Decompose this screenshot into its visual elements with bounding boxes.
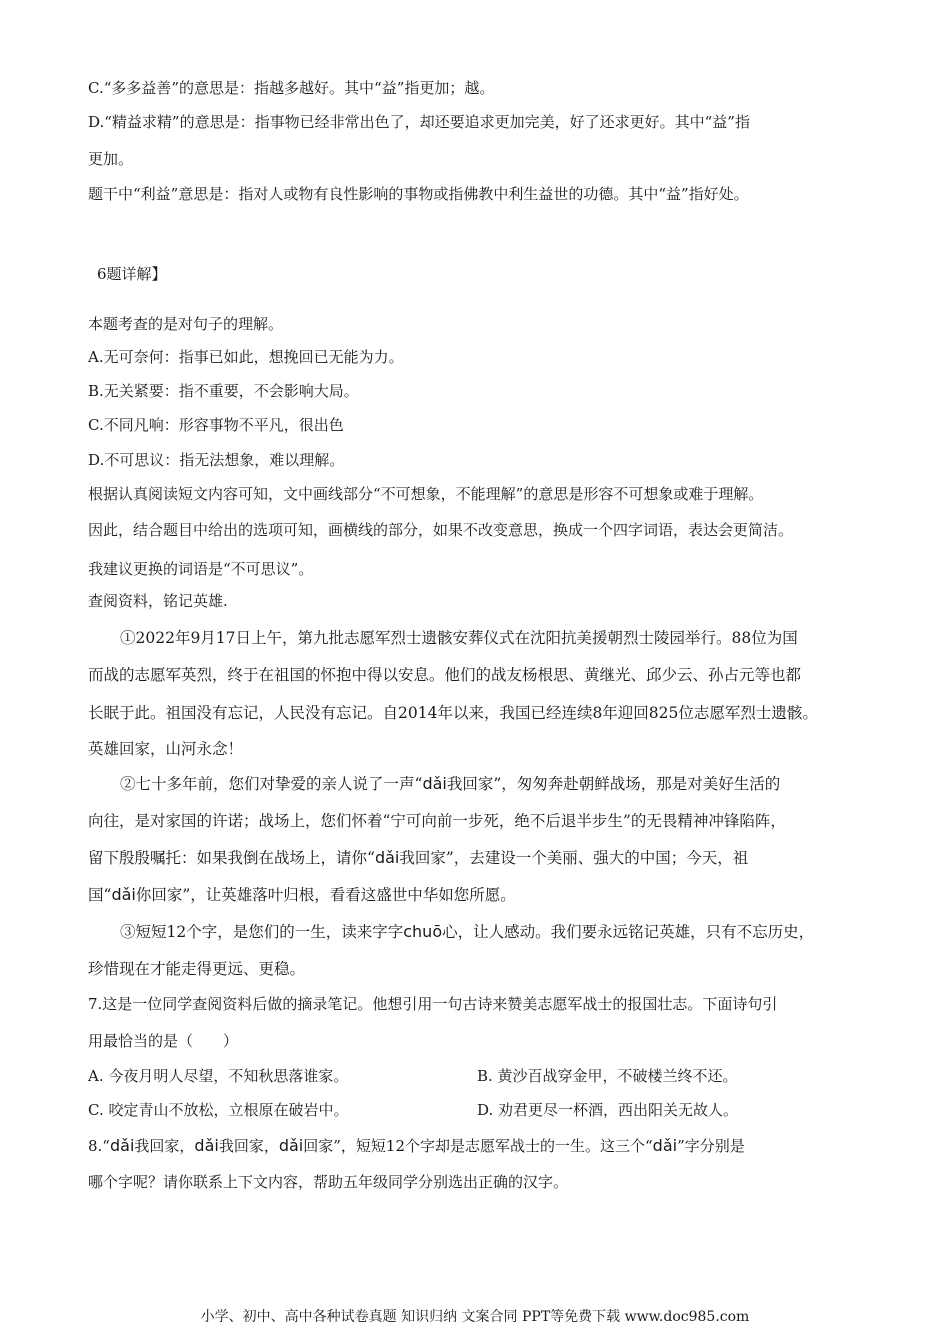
pinyin-dai: dǎi xyxy=(194,1136,219,1155)
q7-option-d: D. 劝君更尽一杯酒，西出阳关无故人。 xyxy=(477,1101,739,1119)
q7-stem-line1: 7.这是一位同学查阅资料后做的摘录笔记。他想引用一句古诗来赞美志愿军战士的报国壮志。下面诗句引 xyxy=(88,995,778,1013)
p2-line4-post: 你回家”，让英雄落叶归根，看看这盛世中华如您所愿。 xyxy=(135,886,516,904)
q8-text-d: 回家”，短短12个字却是志愿军战士的一生。这三个“ xyxy=(303,1137,653,1155)
section6-option-c: C.不同凡响：形容事物不平凡，很出色 xyxy=(88,416,344,434)
pinyin-dai: dǎi xyxy=(278,1136,304,1155)
option-d-explanation-line2: 更加。 xyxy=(88,150,134,168)
p2-line3-pre: 留下殷殷嘱托：如果我倒在战场上，请你“ xyxy=(88,849,375,867)
reading-p3-line2: 珍惜现在才能走得更远、更稳。 xyxy=(88,960,306,978)
option-d-explanation-line1: D.“精益求精”的意思是：指事物已经非常出色了，却还要追求更加完美，好了还求更好。其中“益”指 xyxy=(88,113,750,131)
q7-stem-line2: 用最恰当的是（ ） xyxy=(88,1032,239,1050)
q8-stem-line2: 哪个字呢？请你联系上下文内容，帮助五年级同学分别选出正确的汉字。 xyxy=(88,1173,569,1191)
pinyin-dai: dǎi xyxy=(374,848,400,867)
section6-heading: 6题详解】 xyxy=(97,265,167,283)
reading-p1-line2: 而战的志愿军英烈，终于在祖国的怀抱中得以安息。他们的战友杨根思、黄继光、邱少云、孙占元等也都 xyxy=(88,666,802,684)
section6-analysis-line2: 因此，结合题目中给出的选项可知，画横线的部分，如果不改变意思，换成一个四字词语，表达会更简洁。 xyxy=(88,521,794,539)
reading-p2-line4 xyxy=(88,885,516,905)
q7-option-a: A. 今夜月明人尽望，不知秋思落谁家。 xyxy=(88,1067,349,1085)
reading-p1-line3: 长眠于此。祖国没有忘记，人民没有忘记。自2014年以来，我国已经连续8年迎回825位志愿军烈士遗骸。 xyxy=(88,704,818,722)
q8-stem-line1 xyxy=(88,1136,745,1156)
section6-analysis-line1: 根据认真阅读短文内容可知，文中画线部分“不可想象，不能理解”的意思是形容不可想象或难于理解。 xyxy=(88,485,764,503)
p2-line3-post: 我回家”，去建设一个美丽、强大的中国；今天，祖 xyxy=(399,849,749,867)
q7-option-c: C. 咬定青山不放松，立根原在破岩中。 xyxy=(88,1101,349,1119)
p3-line1-post: 心，让人感动。我们要永远铭记英雄，只有不忘历史， xyxy=(442,923,815,941)
p2-line4-pre: 国“ xyxy=(88,886,112,904)
pinyin-chuo: chuō xyxy=(403,922,443,941)
stem-note: 题干中“利益”意思是：指对人或物有良性影响的事物或指佛教中利生益世的功德。其中“益”指好处。 xyxy=(88,185,749,203)
section6-option-d: D.不可思议：指无法想象，难以理解。 xyxy=(88,451,345,469)
section6-intro: 本题考查的是对句子的理解。 xyxy=(88,315,284,333)
q8-text-a: 8.“ xyxy=(88,1137,110,1155)
section6-option-a: A.无可奈何：指事已如此，想挽回已无能为力。 xyxy=(88,348,404,366)
pinyin-dai: dǎi xyxy=(111,885,136,904)
q8-text-b: 我回家， xyxy=(134,1137,195,1155)
reading-p2-line1 xyxy=(120,774,780,794)
reading-p2-line2: 向往，是对家国的许诺；战场上，您们怀着“宁可向前一步死，绝不后退半步生”的无畏精神冲锋陷阵， xyxy=(88,812,786,830)
section6-analysis-line3: 我建议更换的词语是“不可思议”。 xyxy=(88,560,314,578)
reading-p1-line4: 英雄回家，山河永念！ xyxy=(88,740,244,758)
p2-line1-pre: ②七十多年前，您们对挚爱的亲人说了一声“ xyxy=(120,775,423,793)
section6-option-b: B.无关紧要：指不重要，不会影响大局。 xyxy=(88,382,359,400)
reading-p1-line1: ①2022年9月17日上午，第九批志愿军烈士遗骸安葬仪式在沈阳抗美援朝烈士陵园举行。88位为国 xyxy=(120,629,798,647)
q8-text-c: 我回家， xyxy=(218,1137,279,1155)
pinyin-dai: dǎi xyxy=(109,1136,135,1155)
pinyin-dai: dǎi xyxy=(652,1136,678,1155)
reading-p3-line1 xyxy=(120,922,814,942)
reading-p2-line3 xyxy=(88,848,748,868)
reading-title: 查阅资料，铭记英雄. xyxy=(88,592,228,610)
pinyin-dai: dǎi xyxy=(422,774,447,793)
q7-option-b: B. 黄沙百战穿金甲，不破楼兰终不还。 xyxy=(477,1067,738,1085)
page-footer: 小学、初中、高中各种试卷真题 知识归纳 文案合同 PPT等免费下载 www.doc985.com xyxy=(200,1309,750,1325)
option-c-explanation: C.“多多益善”的意思是：指越多越好。其中“益”指更加；越。 xyxy=(88,79,495,97)
q8-text-e: ”字分别是 xyxy=(677,1137,745,1155)
p2-line1-post: 我回家”，匆匆奔赴朝鲜战场，那是对美好生活的 xyxy=(446,775,781,793)
p3-line1-pre: ③短短12个字，是您们的一生，读来字字 xyxy=(120,923,404,941)
